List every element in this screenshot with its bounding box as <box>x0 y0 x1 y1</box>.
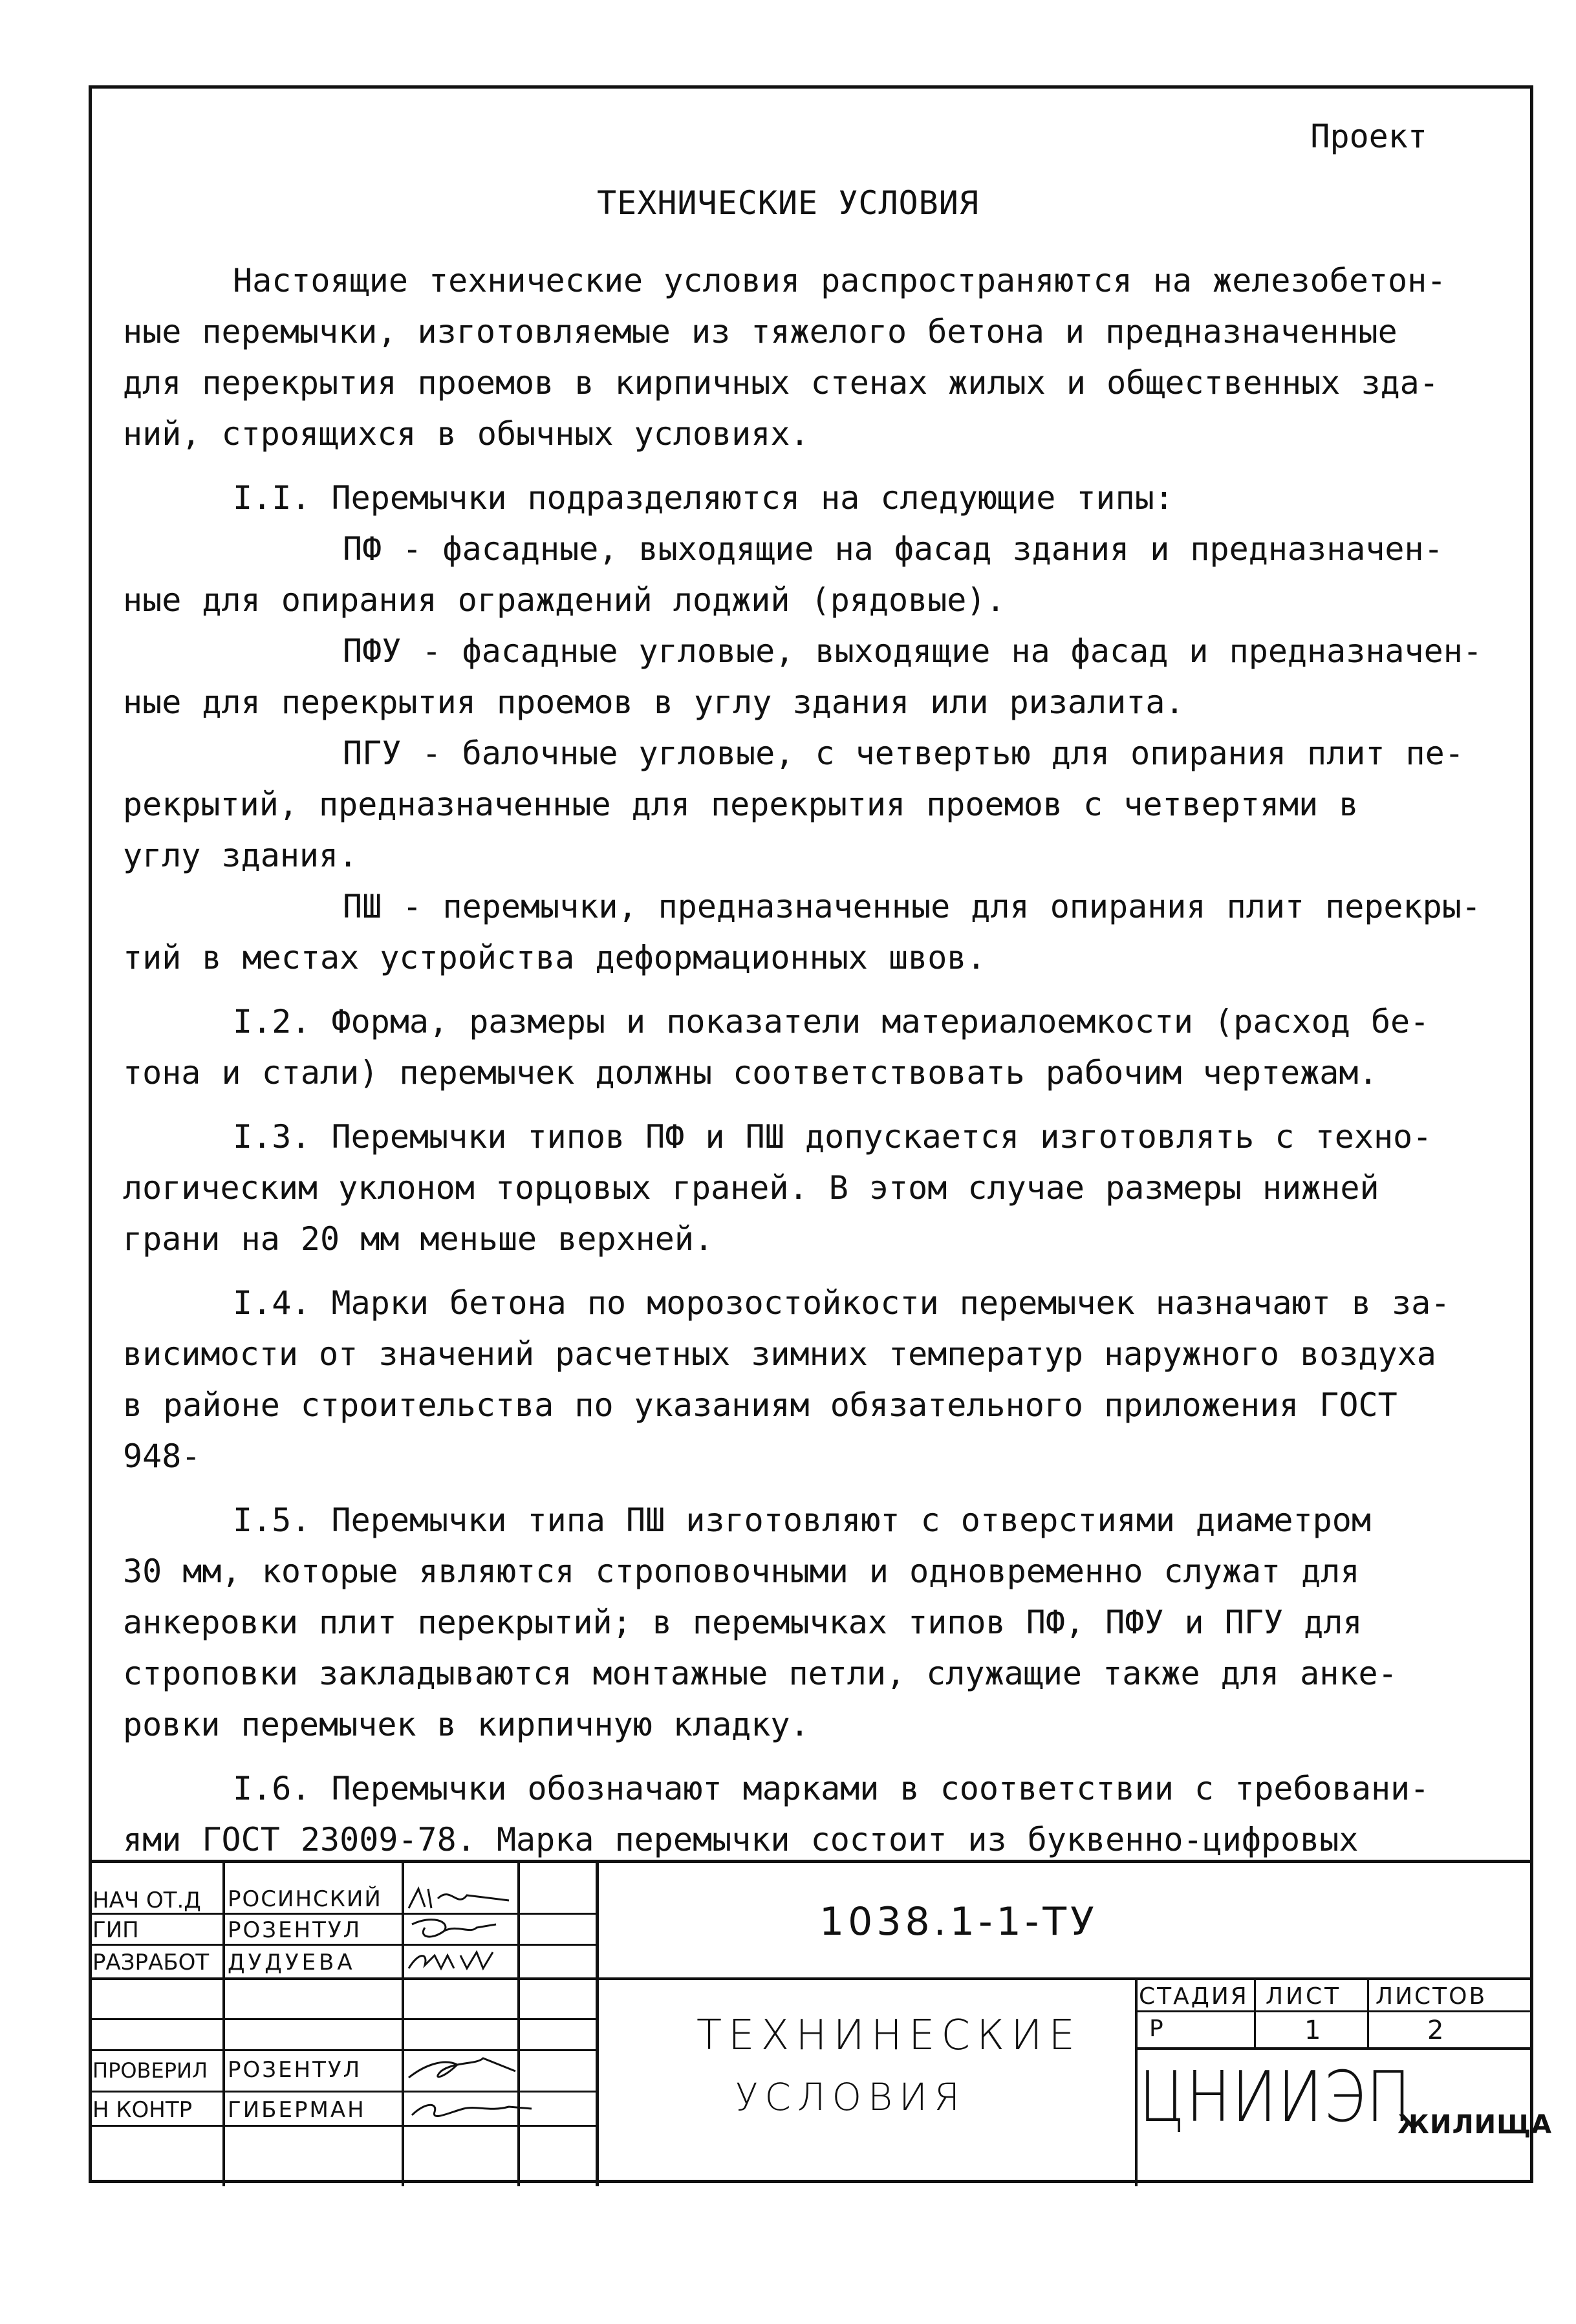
grid-line <box>1135 1977 1138 2186</box>
text-line: тий в местах устройства деформационных швов. <box>123 939 986 976</box>
text-line: ровки перемычек в кирпичную кладку. <box>123 1706 810 1743</box>
grid-line <box>222 1863 225 2186</box>
text-line: рекрытий, предназначенные для перекрытия проемов с четвертями в <box>123 786 1359 823</box>
role-label: ГИП <box>92 1917 139 1943</box>
paragraph-1-5 <box>123 1495 1494 1750</box>
role-label: НАЧ ОТ.Д <box>92 1888 201 1913</box>
text-line: ний, строящихся в обычных условиях. <box>123 415 810 453</box>
text-line: I.I. Перемычки подразделяются на следующие типы: <box>233 479 1174 517</box>
role-label: РАЗРАБОТ <box>92 1950 210 1975</box>
text-line: I.5. Перемычки типа ПШ изготовляют с отверстиями диаметром <box>233 1501 1371 1539</box>
paragraph-1-2 <box>123 996 1494 1099</box>
text-line: ПГУ - балочные угловые, с четвертью для опирания плит пе- <box>343 735 1464 772</box>
sheet-value: 1 <box>1304 2016 1321 2045</box>
person-name: РОЗЕНТУЛ <box>228 2057 362 2083</box>
grid-line <box>1254 1977 1256 2049</box>
text-line: ПШ - перемычки, предназначенные для опирания плит перекры- <box>343 888 1481 925</box>
signature-image <box>405 1882 519 1915</box>
document-body <box>123 255 1494 1878</box>
sheets-value: 2 <box>1427 2016 1444 2045</box>
paragraph-intro <box>123 255 1494 460</box>
document-title: ТЕХНИЧЕСКИЕ УСЛОВИЯ <box>597 184 979 222</box>
paragraph-1-6 <box>123 1763 1494 1866</box>
text-line: ями ГОСТ 23009-78. Марка перемычки состоит из буквенно-цифровых <box>123 1821 1359 1858</box>
signature-image <box>405 2052 522 2092</box>
text-line: ные для перекрытия проемов в углу здания или ризалита. <box>123 683 1185 721</box>
signature-image <box>405 2093 535 2128</box>
text-line: висимости от значений расчетных зимних температур наружного воздуха <box>123 1335 1436 1373</box>
grid-line <box>89 2049 597 2051</box>
signature-image <box>405 1915 519 1946</box>
grid-line <box>402 1863 404 2186</box>
text-line: грани на 20 мм меньше верхней. <box>123 1220 714 1258</box>
paragraph-1-4 <box>123 1278 1494 1482</box>
signature-image <box>405 1946 519 1978</box>
grid-line <box>1135 2010 1533 2012</box>
text-line: анкеровки плит перекрытий; в перемычках типов ПФ, ПФУ и ПГУ для <box>123 1604 1363 1641</box>
text-line: ПФУ - фасадные угловые, выходящие на фасад и предназначен- <box>343 632 1482 670</box>
text-line: I.4. Марки бетона по морозостойкости перемычек назначают в за- <box>233 1284 1451 1322</box>
person-name: РОЗЕНТУЛ <box>228 1917 362 1943</box>
paragraph-1-1 <box>123 473 1494 984</box>
grid-line <box>89 1944 597 1946</box>
text-line: ные перемычки, изготовляемые из тяжелого бетона и предназначенные <box>123 313 1398 350</box>
text-line: ные для опирания ограждений лоджий (рядовые). <box>123 581 1006 619</box>
person-name: ДУДУЕВА <box>228 1950 356 1975</box>
text-line: логическим уклоном торцовых граней. В этом случае размеры нижней <box>123 1169 1379 1207</box>
grid-line <box>1135 2047 1533 2050</box>
text-line: строповки закладываются монтажные петли, служащие также для анке- <box>123 1655 1398 1692</box>
paragraph-1-3 <box>123 1112 1494 1265</box>
text-line: 30 мм, которые являются строповочными и одновременно служат для <box>123 1553 1360 1590</box>
document-name: ТЕХНИНЕСКИЕ <box>696 2012 1081 2060</box>
grid-line <box>1367 1977 1369 2049</box>
role-label: Н КОНТР <box>92 2097 193 2123</box>
stage-header: СТАДИЯ <box>1139 1983 1249 2010</box>
stage-value: Р <box>1149 2016 1163 2042</box>
text-line: Настоящие технические условия распространяются на железобетон- <box>233 262 1447 299</box>
sheet-header: ЛИСТ <box>1266 1983 1342 2010</box>
role-label: ПРОВЕРИЛ <box>92 2058 208 2083</box>
text-line: 948- <box>123 1437 201 1475</box>
text-line: ПФ - фасадные, выходящие на фасад здания и предназначен- <box>343 530 1443 568</box>
title-block <box>89 1860 1553 2183</box>
text-line: углу здания. <box>123 837 358 874</box>
organization-name: ЦНИИЭП <box>1139 2057 1412 2138</box>
text-line: I.6. Перемычки обозначают марками в соответствии с требовани- <box>233 1770 1430 1807</box>
stage-label: Проект <box>1310 118 1427 155</box>
text-line: тона и стали) перемычек должны соответствовать рабочим чертежам. <box>123 1054 1378 1092</box>
person-name: ГИБЕРМАН <box>228 2097 366 2123</box>
organization-subname: ЖИЛИЩА <box>1398 2110 1553 2140</box>
text-line: для перекрытия проемов в кирпичных стенах жилых и общественных зда- <box>123 364 1439 402</box>
grid-line <box>89 1977 1533 1980</box>
grid-line <box>596 1863 599 2186</box>
text-line: в районе строительства по указаниям обязательного приложения ГОСТ <box>123 1386 1398 1424</box>
document-name: УСЛОВИЯ <box>735 2075 967 2119</box>
designation-code: 1038.1-1-ТУ <box>819 1899 1098 1944</box>
sheets-header: ЛИСТОВ <box>1376 1983 1487 2010</box>
text-line: I.2. Форма, размеры и показатели материалоемкости (расход бе- <box>233 1003 1430 1040</box>
grid-line <box>89 2018 597 2020</box>
text-line: I.3. Перемычки типов ПФ и ПШ допускается изготовлять с техно- <box>233 1118 1432 1156</box>
person-name: РОСИНСКИЙ <box>228 1886 382 1912</box>
